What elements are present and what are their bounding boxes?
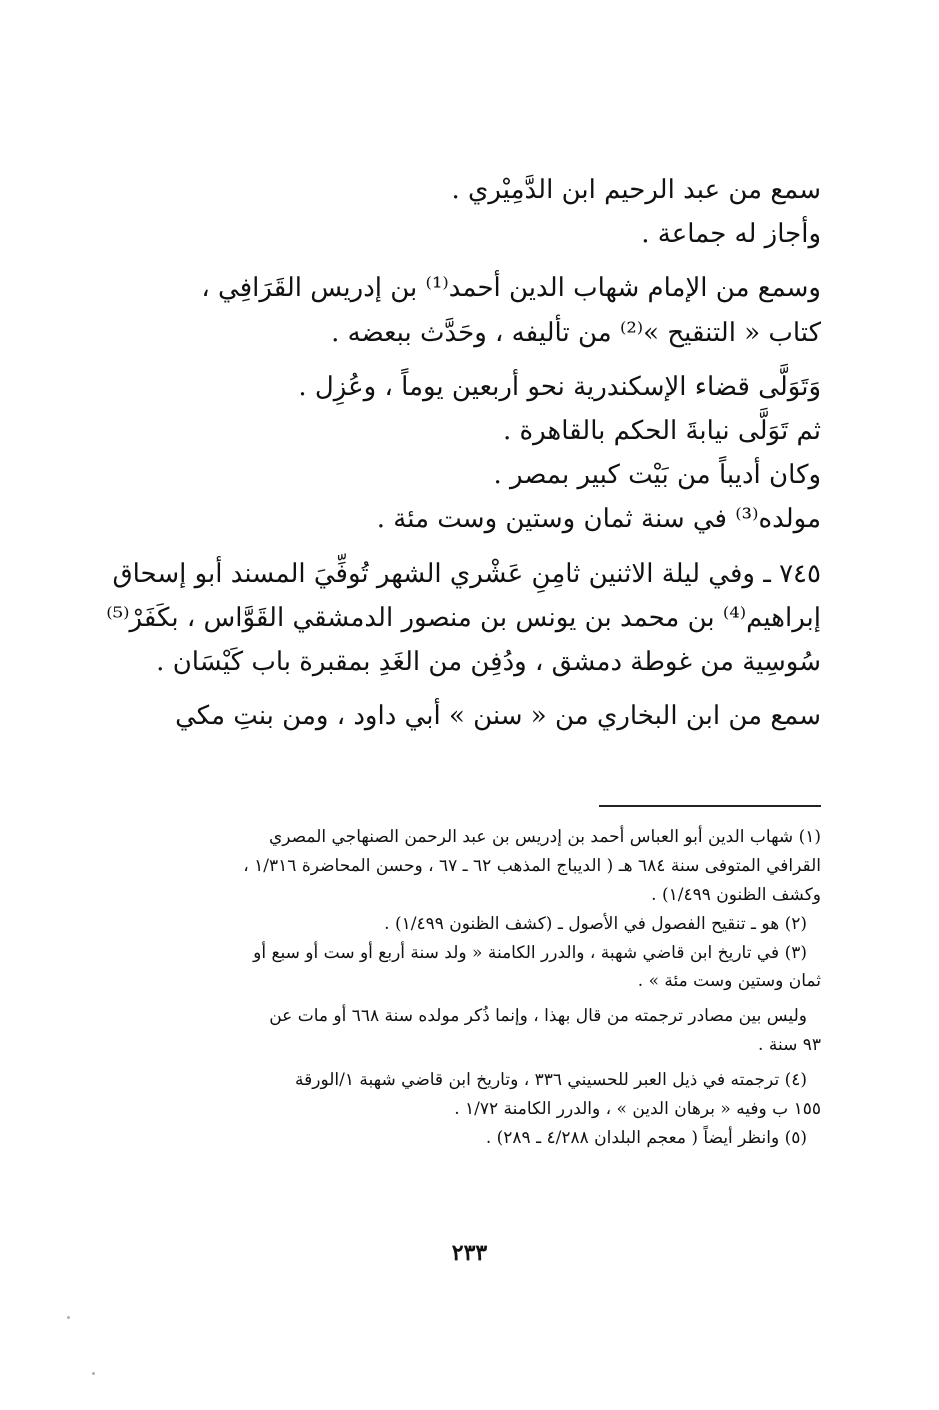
main-line-4: كتاب « التنقيح »⁽²⁾ من تأليفه ، وحَدَّث ببعضه . [331, 317, 821, 348]
footnote-3-line-1: (٣) في تاريخ ابن قاضي شهبة ، والدرر الكامنة « ولد سنة أربع أو ست أو سبع أو [253, 942, 807, 963]
entry-745-line-1: ٧٤٥ ـ وفي ليلة الاثنين ثامِنِ عَشْري الشهر تُوفِّيَ المسند أبو إسحاق [112, 558, 821, 589]
main-line-7: وكان أديباً من بَيْت كبير بمصر . [493, 460, 821, 491]
footnote-divider [599, 805, 821, 807]
main-line-6: ثم تَوَلَّى نيابةَ الحكم بالقاهرة . [503, 415, 821, 446]
main-line-8: مولده⁽³⁾ في سنة ثمان وستين وست مئة . [376, 504, 821, 535]
footnote-5: (٥) وانظر أيضاً ( معجم البلدان ٤/٢٨٨ ـ ٢٨٩) . [485, 1127, 807, 1148]
footnote-1-line-2: القرافي المتوفى سنة ٦٨٤ هـ ( الديباج المذهب ٦٢ ـ ٦٧ ، وحسن المحاضرة ١/٣١٦ ، [243, 855, 821, 876]
footnotes-block [111, 823, 821, 1153]
main-line-3: وسمع من الإمام شهاب الدين أحمد⁽¹⁾ بن إدريس القَرَافِي ، [201, 273, 821, 304]
footnote-3-line-3: وليس بين مصادر ترجمته من قال بهذا ، وإنما ذُكر مولده سنة ٦٦٨ أو مات عن [269, 1006, 807, 1027]
footnote-4-line-2: ١٥٥ ب وفيه « برهان الدين » ، والدرر الكامنة ١/٧٢ . [454, 1099, 821, 1120]
footnote-1-line-1: (١) شهاب الدين أبو العباس أحمد بن إدريس بن عبد الرحمن الصنهاجي المصري [268, 827, 821, 847]
main-line-2: وأجاز له جماعة . [641, 219, 821, 250]
main-line-5: وَتَوَلَّى قضاء الإسكندرية نحو أربعين يوماً ، وعُزِل . [298, 371, 821, 402]
scan-speck [92, 1372, 95, 1375]
entry-745-line-4: سمع من ابن البخاري من « سنن » أبي داود ، ومن بنتِ مكي [175, 701, 821, 732]
scan-speck [67, 1316, 70, 1319]
page-number: ٢٣٣ [451, 1240, 488, 1266]
footnote-3-line-4: ٩٣ سنة . [758, 1035, 821, 1056]
main-text-block [106, 168, 821, 738]
footnote-3-line-2: ثمان وستين وست مئة » . [637, 971, 821, 992]
entry-745-line-3: سُوسِية من غوطة دمشق ، ودُفِن من الغَدِ بمقبرة باب كَيْسَان . [156, 646, 821, 677]
footnote-2: (٢) هو ـ تنقيح الفصول في الأصول ـ (كشف الظنون ١/٤٩٩) . [384, 913, 807, 934]
footnote-4-line-1: (٤) ترجمته في ذيل العبر للحسيني ٣٣٦ ، وتاريخ ابن قاضي شهبة ١/الورقة [295, 1070, 807, 1091]
entry-745-line-2: إبراهيم⁽⁴⁾ بن محمد بن يونس بن منصور الدمشقي القَوَّاس ، بكَفَرْ⁽⁵⁾ [106, 602, 821, 633]
footnote-1-line-3: وكشف الظنون ١/٤٩٩) . [651, 884, 821, 905]
main-line-1: سمع من عبد الرحيم ابن الدَّمِيْري . [451, 175, 821, 205]
